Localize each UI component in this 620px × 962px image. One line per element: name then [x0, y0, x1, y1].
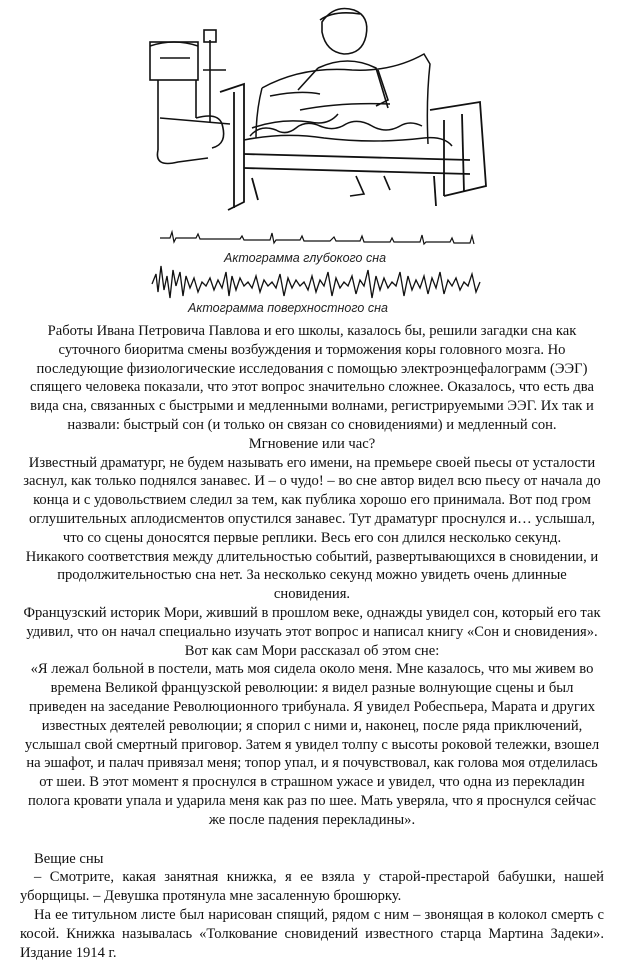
article-text — [20, 322, 604, 962]
caption-shallow: Актограмма поверхностного сна — [188, 301, 388, 315]
paragraph-title-page: На ее титульном листе был нарисован спящий, рядом с ним – звонящая в колокол смерть с косой. Книжка называлась «Толкование сновидений известного старца Мартина Задеки». Издание 1914 г. — [20, 906, 604, 961]
blanket — [244, 54, 452, 146]
eeg-trace-deep — [160, 232, 474, 244]
paragraph-maury: Французский историк Мори, живший в прошлом веке, однажды увидел сон, который его так удивил, что он начал специально изучать этот вопрос и написал книгу «Сон и сновидения». Вот как сам Мори рассказал об этом сне: — [23, 604, 601, 659]
paragraph-playwright: Известный драматург, не будем называть его имени, на премьере своей пьесы от усталости заснул, как только поднялся занавес. И – о чудо! – во сне автор видел всю пьесу от начала до конца и с удовольствием следил за тем, как публика хорошо его принимала. Вот под гром оглушительных аплодисментов опустился занавес. Тут драматург проснулся и… услышал, что со сцены доносятся первые реплики. Весь его сон длился несколько секунд. — [23, 454, 601, 546]
caption-deep: Актограмма глубокого сна — [224, 251, 387, 265]
nurse-figure — [298, 9, 390, 197]
paragraph-pavlov: Работы Ивана Петровича Павлова и его школы, казалось бы, решили загадки сна как суточного биоритма смены возбуждения и торможения коры головного мозга. Но последующие физиологические исследования с помощью электроэнцефалограмм (ЭЭГ) спящего человека показали, что этот вопрос значительно сложнее. Оказалось, что есть два вида сна, связанных с быстрыми и медленными волнами, регистрируемыми ЭЭГ. Их так и назвали: быстрый сон (и только он связан со сновидениями) и медленный сон. — [30, 323, 594, 433]
quote-maury-dream: «Я лежал больной в постели, мать моя сидела около меня. Мне казалось, что мы живем во времена Великой французской революции: я видел разные волнующие сцены и был приведен на заседание Революционного трибунала. Я увидел Робеспьера, Марата и других известных деятелей революции; я спорил с ними и, наконец, после ряда приключений, услышал свой смертный приговор. Затем я увидел толпу с высоты роковой тележки, взошел на эшафот, и палач привязал меня; топор упал, и я почувствовал, как голова моя отделилась от шеи. В этот момент я проснулся в страшном ужасе и увидел, что одна из перекладин полога кровати упала и ударила меня как раз по шее. Мать уверяла, что я проснулся сейчас же после падения перекладины». — [24, 661, 600, 828]
heading-prophetic-dreams: Вещие сны — [34, 850, 104, 867]
paragraph-booklet: – Смотрите, какая занятная книжка, я ее взяла у старой-престарой бабушки, нашей уборщицы. – Девушка протянула мне засаленную брошюрку. — [20, 869, 604, 905]
illustration — [0, 0, 620, 318]
subheading-instant-or-hour: Мгновение или час? — [248, 435, 376, 452]
bed — [220, 84, 486, 210]
paragraph-no-correspondence: Никакого соответствия между длительностью событий, развертывающихся в сновидении, и продолжительностью сна нет. За несколько секунд можно увидеть очень длинные сновидения. — [25, 548, 599, 603]
recording-apparatus — [150, 30, 230, 164]
eeg-trace-shallow — [152, 266, 480, 298]
